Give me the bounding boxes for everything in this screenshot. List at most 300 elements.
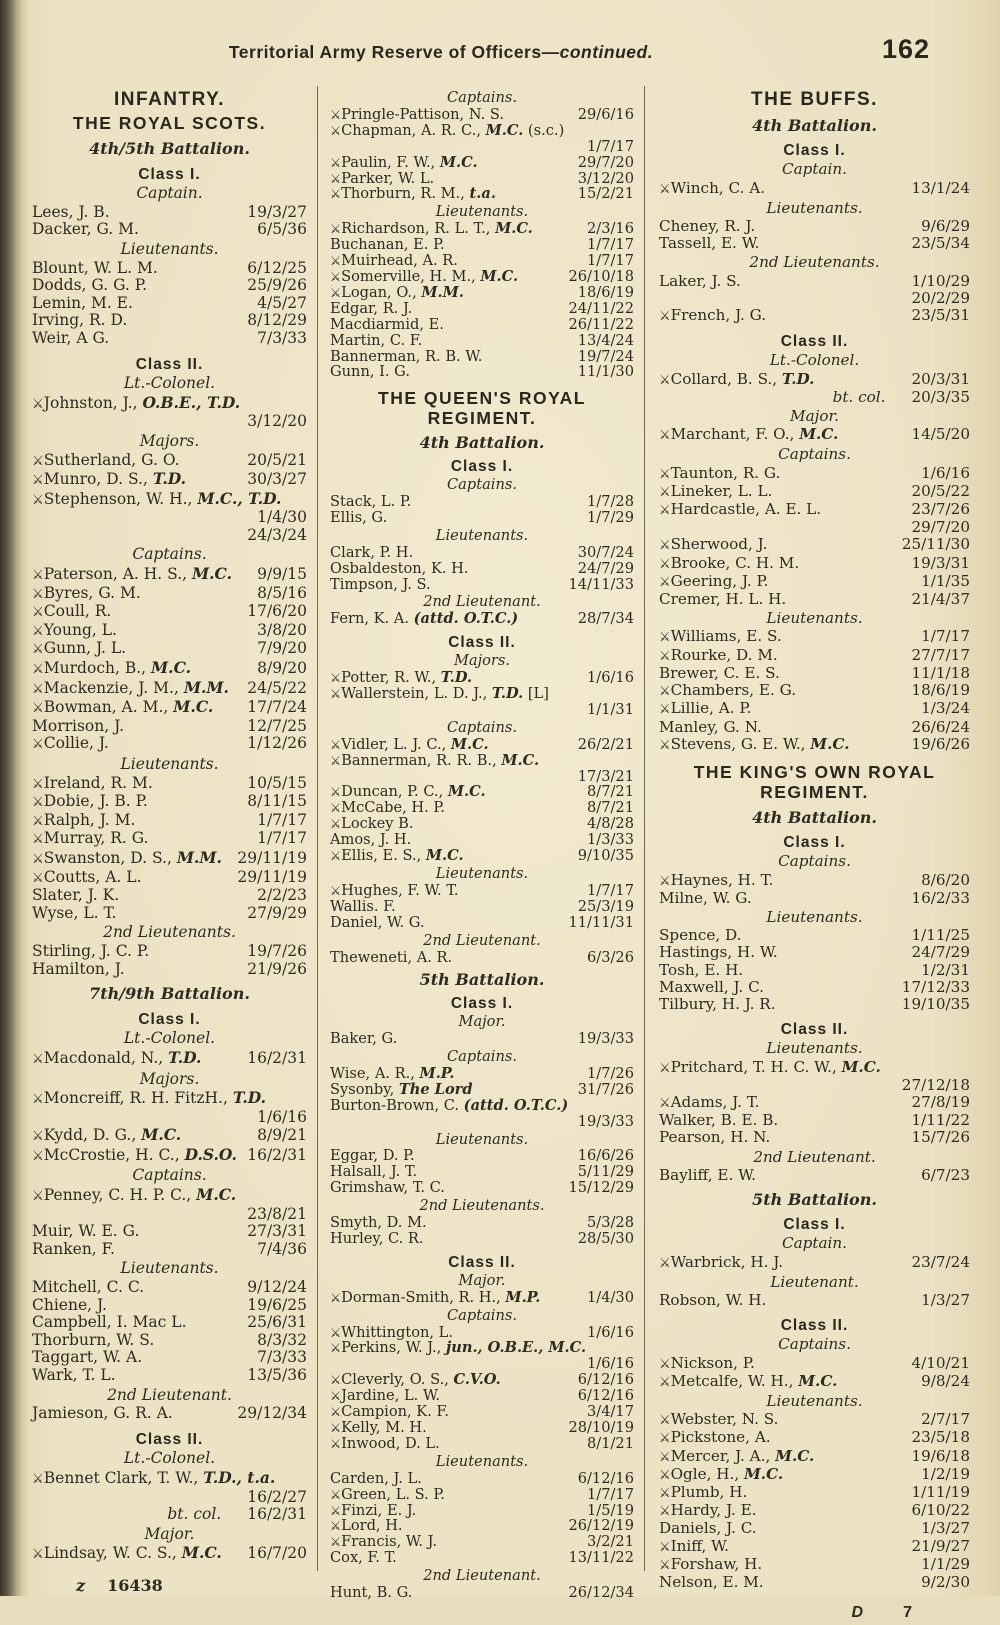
commission-date: 13/11/22 <box>568 1549 634 1567</box>
officer-decorations: M.M. <box>183 677 229 697</box>
commission-date: 23/7/24 <box>911 1252 970 1271</box>
officer-surname-initials: Adams, J. T. <box>670 1092 760 1111</box>
officer-name <box>659 1538 729 1556</box>
officer-row <box>32 470 307 490</box>
rank-heading: Captains. <box>132 545 207 564</box>
commission-date: 13/5/36 <box>247 1366 307 1384</box>
officer-surname-initials: Campbell, I. Mac L. <box>32 1313 187 1332</box>
commission-date: 11/11/31 <box>568 913 634 931</box>
officer-row <box>330 1471 634 1487</box>
officer-name-suffix: [L] <box>523 685 549 702</box>
officer-surname-initials: Murray, R. G. <box>43 829 149 848</box>
officer-name <box>659 1574 764 1591</box>
officer-name <box>330 269 518 285</box>
officer-row <box>659 890 970 907</box>
crossed-swords-icon: ⚔ <box>330 154 341 170</box>
officer-surname-initials: Lees, J. B. <box>32 202 110 221</box>
officer-row <box>32 1223 307 1241</box>
officer-decorations: M.C. <box>743 1464 784 1483</box>
officer-row <box>32 849 307 869</box>
officer-surname-initials: Muir, W. E. G. <box>32 1222 140 1241</box>
officer-name <box>659 501 821 519</box>
officer-name <box>659 1355 755 1373</box>
rank-heading: Captains. <box>447 718 517 736</box>
officer-name <box>32 1332 154 1350</box>
commission-date: 18/6/19 <box>577 283 634 301</box>
officer-decorations: M.C. <box>173 697 214 717</box>
rank-heading: Majors. <box>139 431 200 450</box>
officer-surname-initials: Ireland, R. M. <box>43 773 153 792</box>
officer-name <box>330 1098 568 1114</box>
officer-decorations: M.P. <box>419 1064 455 1082</box>
officer-surname-initials: Whittington, L. <box>341 1323 453 1341</box>
officer-decorations: M.C. <box>495 220 533 238</box>
officer-surname-initials: Milne, W. G. <box>659 888 752 907</box>
commission-date-continuation: 16/2/27 <box>247 1487 307 1506</box>
officer-row <box>659 1094 970 1112</box>
officer-name <box>32 204 110 222</box>
officer-surname-initials: Kelly, M. H. <box>341 1418 427 1436</box>
officer-surname-initials: Wallerstein, L. D. J., <box>341 685 492 702</box>
officer-surname-initials: Brewer, C. E. S. <box>659 663 780 682</box>
officer-name <box>330 784 486 800</box>
crossed-swords-icon: ⚔ <box>330 1324 341 1340</box>
officer-decorations: T.D. <box>440 669 473 687</box>
commission-date: 13/4/24 <box>577 331 634 349</box>
commission-date: 17/6/20 <box>247 602 307 621</box>
officer-surname-initials: Bannerman, R. B. W. <box>330 347 483 365</box>
officer-row <box>330 915 634 931</box>
officer-surname-initials: Buchanan, E. P. <box>330 236 445 254</box>
rank-heading: Lt.-Colonel. <box>123 374 216 393</box>
officer-surname-initials: Tilbury, H. J. R. <box>659 994 776 1013</box>
officer-surname-initials: Swanston, D. S., <box>43 848 177 867</box>
officer-surname-initials: Metcalfe, W. H., <box>670 1371 799 1390</box>
officer-surname-initials: Chambers, E. G. <box>670 681 797 700</box>
officer-row <box>32 1089 307 1109</box>
officer-name <box>330 1325 453 1341</box>
commission-date: 9/2/30 <box>921 1573 970 1592</box>
officer-surname-initials: Walker, B. E. B. <box>659 1111 779 1130</box>
officer-name <box>330 1290 540 1306</box>
crossed-swords-icon: ⚔ <box>32 1148 43 1164</box>
officer-name <box>330 915 425 931</box>
officer-surname-initials: Cremer, H. L. H. <box>659 590 787 609</box>
officer-surname-initials: Weir, A G. <box>32 328 110 347</box>
officer-surname-initials: Stack, L. P. <box>330 493 412 511</box>
commission-date: 16/7/20 <box>247 1544 307 1563</box>
officer-row <box>32 295 307 313</box>
officer-row <box>659 1484 970 1502</box>
commission-date: 1/7/28 <box>587 493 634 511</box>
officer-row <box>32 812 307 831</box>
officer-row <box>330 1082 634 1098</box>
officer-row <box>330 123 634 139</box>
officer-row <box>32 1367 307 1385</box>
commission-date: 1/3/27 <box>921 1519 970 1538</box>
officer-row <box>32 943 307 961</box>
officer-row <box>330 1404 634 1420</box>
officer-name <box>659 591 786 608</box>
officer-name <box>330 1487 445 1503</box>
rank-heading: 2nd Lieutenants. <box>103 923 236 942</box>
commission-date: 1/11/19 <box>911 1483 970 1502</box>
officer-surname-initials: Coutts, A. L. <box>43 867 142 886</box>
officer-row <box>32 204 307 222</box>
commission-date: 27/3/31 <box>247 1222 307 1241</box>
officer-surname-initials: Thorburn, W. S. <box>32 1330 155 1349</box>
commission-date: 1/10/29 <box>911 271 970 290</box>
officer-name <box>32 1223 139 1241</box>
commission-date: 27/7/17 <box>911 645 970 664</box>
commission-date: 8/11/15 <box>247 792 307 811</box>
crossed-swords-icon: ⚔ <box>32 832 43 848</box>
page-header <box>30 26 972 78</box>
officer-surname-initials: Dodds, G. G. P. <box>32 276 147 295</box>
officer-name <box>32 1241 115 1259</box>
officer-surname-initials: Potter, R. W., <box>341 669 441 687</box>
officer-name <box>659 1556 762 1574</box>
officer-name <box>32 961 125 979</box>
officer-row <box>659 1502 970 1520</box>
rank-heading: Lieutenants. <box>435 864 529 882</box>
crossed-swords-icon: ⚔ <box>330 1404 341 1420</box>
officer-surname-initials: Mercer, J. A., <box>670 1446 776 1465</box>
officer-name <box>330 494 411 510</box>
commission-date: 6/10/22 <box>911 1501 970 1520</box>
battalion-heading: 4th Battalion. <box>752 116 877 135</box>
crossed-swords-icon: ⚔ <box>32 568 43 584</box>
officer-decorations: t.a. <box>469 185 496 203</box>
crossed-swords-icon: ⚔ <box>330 816 341 832</box>
officer-name <box>330 1231 424 1247</box>
officer-name <box>659 628 782 646</box>
officer-row <box>659 1448 970 1466</box>
signature-letter: D <box>851 1604 864 1622</box>
rank-heading: Captain. <box>781 1234 848 1253</box>
commission-date: 9/12/24 <box>247 1278 307 1297</box>
officer-name <box>659 647 778 665</box>
officer-name <box>659 979 764 996</box>
officer-decorations: (attd. O.T.C.) <box>413 610 519 628</box>
commission-date: 15/12/29 <box>568 1179 634 1197</box>
officer-name <box>32 793 148 812</box>
officer-row <box>32 1469 307 1489</box>
commission-date: 1/7/26 <box>587 1064 634 1082</box>
officer-decorations: M.C. <box>196 1185 237 1205</box>
officer-name <box>330 1518 403 1534</box>
officer-surname-initials: Geering, J. P. <box>670 571 769 590</box>
column-left <box>30 86 317 1595</box>
officer-decorations: jun., O.B.E., M.C. <box>445 1339 587 1357</box>
officer-surname-initials: Hunt, B. G. <box>330 1584 413 1602</box>
officer-row <box>330 317 634 333</box>
officer-name <box>330 123 564 139</box>
officer-surname-initials: Mackenzie, J. M., <box>43 678 184 697</box>
officer-surname-initials: Halsall, J. T. <box>330 1163 418 1181</box>
officer-name <box>32 312 127 330</box>
commission-date: 16/2/33 <box>911 888 970 907</box>
commission-date: 15/2/21 <box>577 185 634 203</box>
commission-date: 19/3/31 <box>911 553 970 572</box>
officer-surname-initials: Francis, W. J. <box>341 1533 438 1551</box>
rank-heading: Lieutenants. <box>120 1259 219 1278</box>
rank-heading: 2nd Lieutenant. <box>423 593 541 611</box>
officer-row <box>659 996 970 1013</box>
officer-decorations: M.C. <box>425 847 464 865</box>
officer-row <box>32 1049 307 1069</box>
officer-surname-initials: Parker, W. L. <box>341 169 435 187</box>
officer-name <box>32 221 139 239</box>
battalion-heading: 5th Battalion. <box>752 1189 877 1209</box>
class-heading: Class I. <box>450 995 514 1013</box>
officer-name <box>32 887 119 905</box>
crossed-swords-icon: ⚔ <box>659 1557 670 1573</box>
officer-decorations: M.M. <box>421 283 464 301</box>
officer-name <box>330 1164 417 1180</box>
crossed-swords-icon: ⚔ <box>32 623 43 639</box>
page-title-continued: continued. <box>559 42 654 62</box>
commission-date: 8/3/32 <box>257 1330 307 1349</box>
officer-name <box>330 1066 454 1082</box>
commission-date-continuation: 23/8/21 <box>247 1204 307 1223</box>
officer-decorations: T.D. <box>781 369 815 388</box>
commission-date: 1/7/17 <box>587 1485 634 1503</box>
officer-name <box>32 718 124 736</box>
commission-date: 19/6/25 <box>247 1295 307 1314</box>
commission-date: 13/1/24 <box>911 178 970 197</box>
commission-date: 30/7/24 <box>577 543 634 561</box>
officer-row <box>659 647 970 665</box>
officer-name <box>330 237 445 253</box>
crossed-swords-icon: ⚔ <box>330 221 341 237</box>
officer-name <box>330 737 489 753</box>
crossed-swords-icon: ⚔ <box>32 492 43 508</box>
crossed-swords-icon: ⚔ <box>330 1372 341 1388</box>
crossed-swords-icon: ⚔ <box>32 586 43 602</box>
commission-date: 2/7/17 <box>921 1410 970 1429</box>
officer-name <box>330 186 496 202</box>
crossed-swords-icon: ⚔ <box>659 1467 670 1483</box>
commission-date: 1/7/17 <box>921 627 970 646</box>
officer-name <box>330 1503 416 1519</box>
commission-date: 23/5/34 <box>911 234 970 253</box>
officer-row <box>330 107 634 123</box>
commission-date: 25/3/19 <box>577 897 634 915</box>
officer-name <box>32 603 111 622</box>
officer-surname-initials: Paterson, A. H. S., <box>43 565 192 584</box>
printer-signature-mark <box>32 1574 307 1598</box>
crossed-swords-icon: ⚔ <box>32 681 43 697</box>
officer-surname-initials: Ellis, E. S., <box>341 847 426 865</box>
officer-row <box>32 622 307 641</box>
officer-name <box>330 1388 440 1404</box>
officer-surname-initials: Tassell, E. W. <box>659 234 760 253</box>
officer-decorations: M.C. <box>841 1057 881 1076</box>
commission-date: 7/3/33 <box>257 1348 307 1367</box>
officer-decorations: M.C. <box>447 783 486 801</box>
crossed-swords-icon: ⚔ <box>330 1388 341 1404</box>
officer-name <box>32 470 186 490</box>
officer-row <box>659 700 970 718</box>
officer-name <box>330 1148 415 1164</box>
crossed-swords-icon: ⚔ <box>659 428 670 444</box>
rank-heading: Lt.-Colonel. <box>769 351 860 370</box>
officer-name <box>32 812 135 831</box>
officer-surname-initials: Sysonby, <box>330 1080 399 1098</box>
commission-date: 27/8/19 <box>911 1092 970 1111</box>
crossed-swords-icon: ⚔ <box>659 684 670 700</box>
officer-row <box>32 1297 307 1315</box>
crossed-swords-icon: ⚔ <box>659 484 670 500</box>
officer-surname-initials: Grimshaw, T. C. <box>330 1179 445 1197</box>
commission-date: 20/5/21 <box>247 450 307 469</box>
officer-row <box>32 793 307 812</box>
crossed-swords-icon: ⚔ <box>659 1539 670 1555</box>
officer-decorations: D.S.O. <box>184 1144 237 1164</box>
officer-row <box>32 312 307 330</box>
commission-date: 25/11/30 <box>901 535 970 554</box>
commission-date: 17/12/33 <box>901 977 970 996</box>
rank-heading: Captain. <box>136 184 203 203</box>
officer-surname-initials: Pearson, H. N. <box>659 1128 771 1147</box>
crossed-swords-icon: ⚔ <box>659 873 670 889</box>
officer-name <box>330 301 412 317</box>
officer-row <box>330 155 634 171</box>
officer-row <box>330 1066 634 1082</box>
officer-row <box>659 736 970 754</box>
commission-date: 1/7/17 <box>587 881 634 899</box>
commission-date: 23/7/26 <box>911 500 970 519</box>
officer-name <box>330 349 482 365</box>
brevet-colonel-line <box>659 389 970 406</box>
commission-date: 26/2/21 <box>577 735 634 753</box>
officer-surname-initials: Wark, T. L. <box>32 1366 116 1384</box>
commission-date: 26/12/19 <box>568 1517 634 1535</box>
crossed-swords-icon: ⚔ <box>659 181 670 197</box>
officer-row <box>659 180 970 198</box>
crossed-swords-icon: ⚔ <box>330 800 341 816</box>
commission-date-continuation: 1/4/30 <box>257 508 307 527</box>
column-right <box>644 86 972 1622</box>
brevet-date: 20/3/35 <box>911 387 970 406</box>
commission-date-continuation: 27/12/18 <box>901 1075 970 1094</box>
officer-surname-initials: Iniff, W. <box>670 1536 729 1555</box>
crossed-swords-icon: ⚔ <box>32 642 43 658</box>
officer-surname-initials: Collard, B. S., <box>670 369 782 388</box>
officer-name <box>330 800 445 816</box>
officer-row <box>659 1254 970 1272</box>
officer-surname-initials: Brooke, C. H. M. <box>670 553 800 572</box>
crossed-swords-icon: ⚔ <box>659 1486 670 1502</box>
commission-date: 9/8/24 <box>921 1371 970 1390</box>
officer-surname-initials: Williams, E. S. <box>670 627 782 646</box>
officer-surname-initials: Hardcastle, A. E. L. <box>670 500 822 519</box>
rank-heading: Lieutenants. <box>766 1039 863 1058</box>
officer-surname-initials: Webster, N. S. <box>670 1410 779 1429</box>
officer-name <box>32 1405 173 1423</box>
regiment-heading: INFANTRY. <box>114 89 225 110</box>
officer-row <box>659 536 970 554</box>
commission-date-continuation: 24/3/24 <box>247 525 307 544</box>
crossed-swords-icon: ⚔ <box>330 1518 341 1534</box>
officer-row <box>330 1031 634 1047</box>
officer-row <box>330 333 634 349</box>
officer-surname-initials: McCrostie, H. C., <box>43 1145 185 1164</box>
officer-row <box>32 679 307 699</box>
commission-date: 16/2/31 <box>247 1048 307 1067</box>
commission-date: 3/8/20 <box>257 620 307 639</box>
officer-row <box>330 832 634 848</box>
officer-name <box>330 848 464 864</box>
commission-date: 1/7/17 <box>257 810 307 829</box>
crossed-swords-icon: ⚔ <box>330 686 341 701</box>
class-heading: Class I. <box>783 1216 846 1234</box>
rank-heading: 2nd Lieutenants. <box>749 253 880 272</box>
crossed-swords-icon: ⚔ <box>330 122 341 138</box>
officer-name <box>330 899 396 915</box>
commission-date: 30/3/27 <box>247 470 307 489</box>
commission-date: 26/10/18 <box>568 267 634 285</box>
regiment-heading: THE ROYAL SCOTS. <box>72 113 267 133</box>
officer-row <box>659 371 970 389</box>
officer-surname-initials: Lindsay, W. C. S., <box>43 1544 182 1563</box>
commission-date: 1/11/22 <box>911 1111 970 1130</box>
commission-date: 11/1/18 <box>911 663 970 682</box>
officer-name <box>32 295 133 313</box>
commission-date: 21/9/27 <box>911 1536 970 1555</box>
crossed-swords-icon: ⚔ <box>330 1340 341 1356</box>
officer-surname-initials: Cox, F. T. <box>330 1549 397 1567</box>
commission-date: 8/1/21 <box>587 1434 634 1452</box>
officer-name <box>330 364 410 380</box>
officer-row <box>330 561 634 577</box>
officer-name <box>659 1059 881 1077</box>
officer-row <box>330 577 634 593</box>
officer-row <box>32 1405 307 1423</box>
officer-row <box>659 235 970 252</box>
crossed-swords-icon: ⚔ <box>330 1435 341 1451</box>
rank-heading: Lieutenants. <box>435 203 529 221</box>
officer-decorations: T.D. <box>232 1088 267 1108</box>
officer-row <box>330 1231 634 1247</box>
commission-date-continuation: 1/6/16 <box>257 1107 307 1126</box>
officer-name <box>659 1502 757 1520</box>
rank-heading: Lieutenants. <box>435 1130 529 1148</box>
officer-row <box>330 1098 634 1114</box>
crossed-swords-icon: ⚔ <box>32 453 43 469</box>
officer-decorations: M.C. <box>151 658 192 678</box>
crossed-swords-icon: ⚔ <box>32 662 43 678</box>
officer-surname-initials: Green, L. S. P. <box>341 1485 445 1503</box>
officer-name <box>32 830 149 849</box>
commission-date: 8/9/20 <box>257 659 307 678</box>
officer-surname-initials: Perkins, W. J., <box>341 1339 446 1357</box>
officer-row <box>32 869 307 888</box>
rank-heading: Lieutenants. <box>766 1392 863 1410</box>
commission-date: 1/11/25 <box>911 926 970 945</box>
rank-heading: Lieutenant. <box>770 1272 859 1291</box>
signature-number: 7 <box>903 1604 912 1622</box>
officer-row <box>659 273 970 290</box>
class-heading: Class I. <box>783 834 846 852</box>
officer-decorations: C.V.O. <box>453 1371 501 1389</box>
officer-surname-initials: Gunn, I. G. <box>330 363 410 381</box>
officer-row <box>659 682 970 700</box>
crossed-swords-icon: ⚔ <box>330 882 341 898</box>
officer-surname-initials: Laker, J. S. <box>659 271 741 290</box>
commission-date: 24/5/22 <box>247 678 307 697</box>
